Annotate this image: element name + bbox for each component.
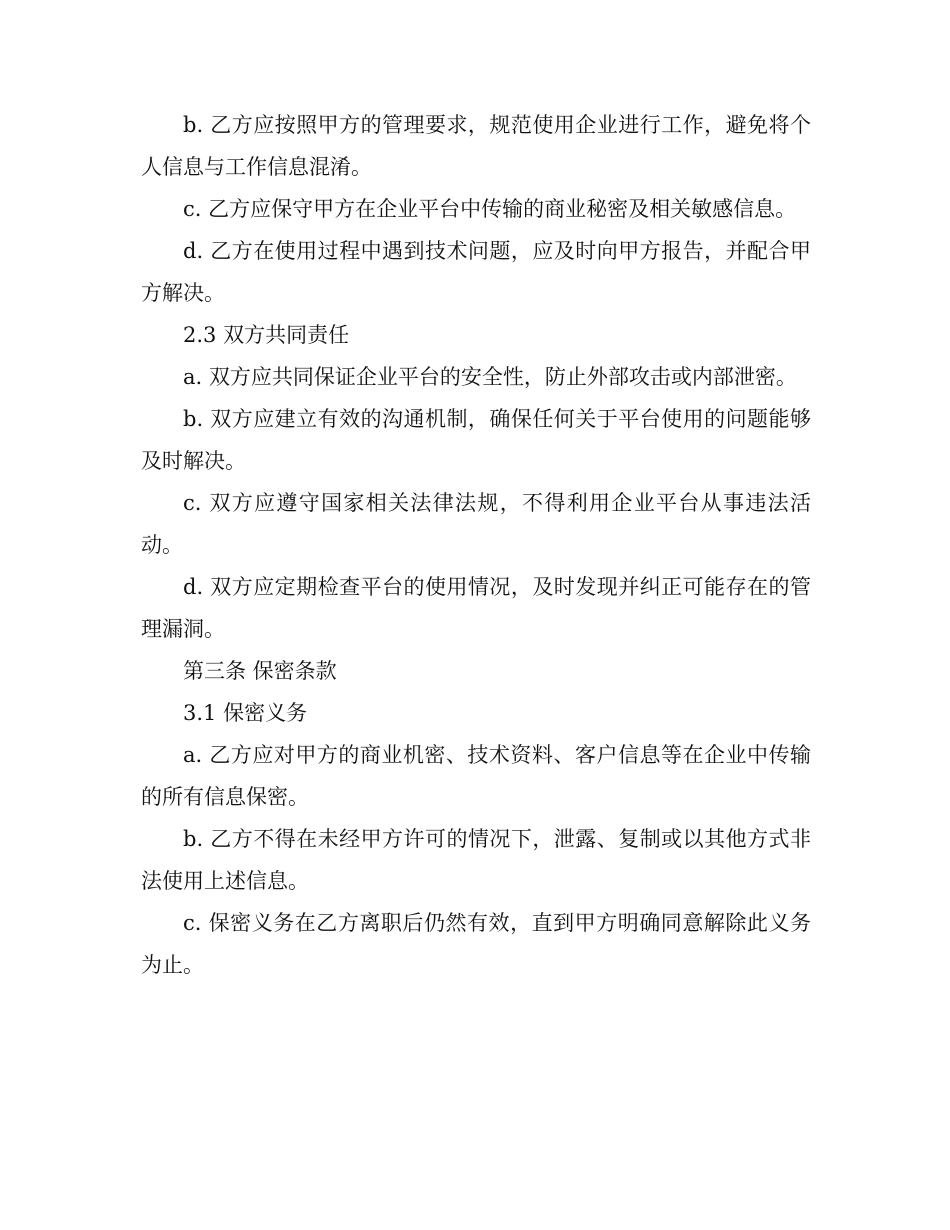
clause-2-2-b: b. 乙方应按照甲方的管理要求，规范使用企业进行工作，避免将个人信息与工作信息混淆。 <box>141 113 811 179</box>
article-heading-3: 第三条 保密条款 <box>183 659 337 683</box>
clause-2-3-b: b. 双方应建立有效的沟通机制，确保任何关于平台使用的问题能够及时解决。 <box>141 407 811 473</box>
clause-3-1-b: b. 乙方不得在未经甲方许可的情况下，泄露、复制或以其他方式非法使用上述信息。 <box>141 827 811 893</box>
clause-2-3-c: c. 双方应遵守国家相关法律法规，不得利用企业平台从事违法活动。 <box>141 491 811 557</box>
section-heading-3-1: 3.1 保密义务 <box>183 701 308 725</box>
clause-2-2-c: c. 乙方应保守甲方在企业平台中传输的商业秘密及相关敏感信息。 <box>183 197 797 221</box>
clause-2-3-a: a. 双方应共同保证企业平台的安全性，防止外部攻击或内部泄密。 <box>183 365 797 389</box>
clause-3-1-c: c. 保密义务在乙方离职后仍然有效，直到甲方明确同意解除此义务为止。 <box>141 911 811 977</box>
section-heading-2-3: 2.3 双方共同责任 <box>183 323 350 347</box>
document-body <box>141 104 811 986</box>
clause-3-1-a: a. 乙方应对甲方的商业机密、技术资料、客户信息等在企业中传输的所有信息保密。 <box>141 743 811 809</box>
clause-2-3-d: d. 双方应定期检查平台的使用情况，及时发现并纠正可能存在的管理漏洞。 <box>141 575 811 641</box>
clause-2-2-d: d. 乙方在使用过程中遇到技术问题，应及时向甲方报告，并配合甲方解决。 <box>141 239 811 305</box>
